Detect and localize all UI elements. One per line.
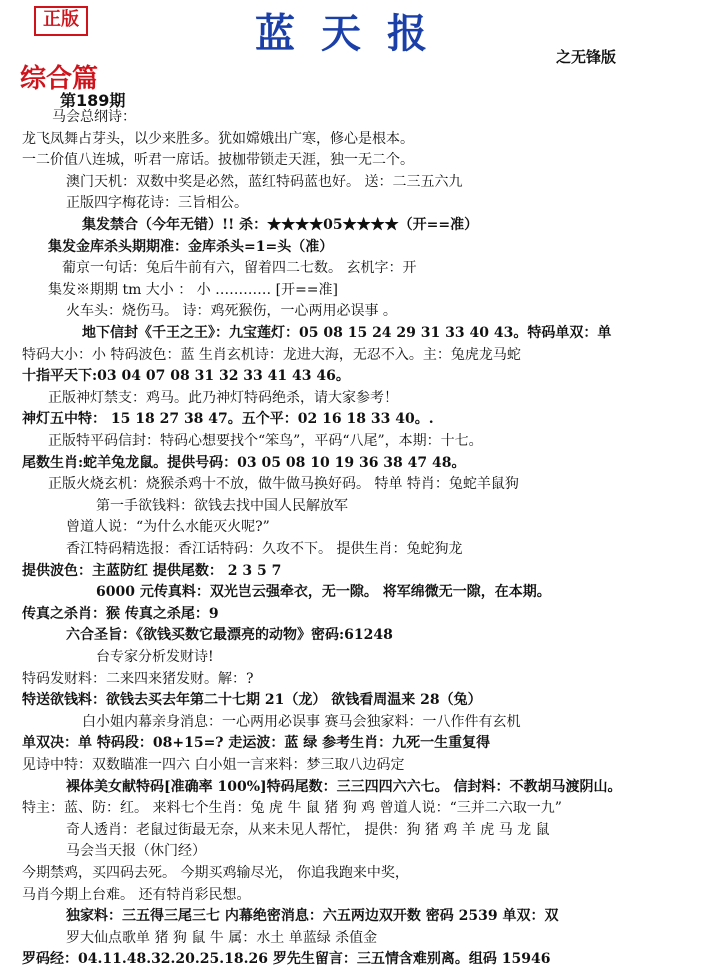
newspaper-title: 蓝天报 — [255, 10, 453, 57]
text-line: 集发※期期 tm 大小 ： 小 ………… [开==准] — [48, 281, 338, 298]
text-line: 马会总纲诗： — [52, 109, 136, 125]
text-line: 罗码经：04.11.48.32.20.25.18.26 罗先生留言：三五情含难别离。组码 15946 — [22, 951, 551, 968]
text-line: 神灯五中特： 15 18 27 38 47。五个平：02 16 18 33 40。. — [22, 411, 434, 428]
text-line: 龙飞凤舞占芽头，以少来胜多。犹如嫦娥出广寒，修心是根本。 — [22, 130, 414, 147]
genuine-stamp: 正版 — [34, 6, 88, 36]
text-line: 特主：蓝、防：红。 来料七个生肖：兔 虎 牛 鼠 猪 狗 鸡 曾道人说：“三并二六取一九” — [22, 800, 562, 817]
text-line: 集发金库杀头期期准：金库杀头=1=头（准） — [48, 238, 334, 255]
text-line: 白小姐内幕亲身消息：一心两用必误事 赛马会独家料：一八作件有玄机 — [82, 713, 521, 730]
text-line: 罗大仙点歌单 猪 狗 鼠 牛 属：水土 单蓝绿 杀值金 — [66, 929, 378, 946]
text-line: 曾道人说：“为什么水能灭火呢?” — [66, 519, 270, 536]
text-line: 正版特平码信封：特码心想要找个“笨鸟”，平码“八尾”，本期：十七。 — [48, 433, 483, 449]
text-line: 葡京一句话：兔后牛前有六，留着四二七数。 玄机字：开 — [62, 260, 417, 277]
text-line: 集发禁合（今年无错）!! 杀：★★★★05★★★★（开==准） — [82, 217, 479, 233]
text-line: 马会当天报（休门经） — [66, 843, 206, 860]
text-line: 传真之杀肖：猴 传真之杀尾：9 — [22, 605, 219, 622]
text-line: 火车头：烧伤马。 诗：鸡死猴伤，一心两用必误事 。 — [66, 303, 397, 320]
text-line: 地下信封《千王之王》：九宝莲灯：05 08 15 24 29 31 33 40 43。特码单双：单 — [82, 325, 612, 341]
text-line: 特送欲钱料：欲钱去买去年第二十七期 21（龙） 欲钱看周温来 28（兔） — [22, 692, 482, 709]
text-line: 正版神灯禁支：鸡马。此乃神灯特码绝杀，请大家参考！ — [48, 389, 398, 406]
text-line: 独家料：三五得三尾三七 内幕绝密消息：六五两边双开数 密码 2539 单双：双 — [66, 908, 559, 925]
text-line: 提供波色：主蓝防红 提供尾数： 2 3 5 7 — [22, 562, 282, 579]
text-line: 特码发财料：二来四来猪发财。解：? — [22, 670, 254, 687]
text-line: 正版四字梅花诗：三旨相公。 — [66, 195, 248, 212]
text-line: 正版火烧玄机：烧猴杀鸡十不放，做牛做马换好码。 特单 特肖：兔蛇羊鼠狗 — [48, 476, 519, 493]
text-line: 澳门天机：双数中奖是必然，蓝红特码蓝也好。 送：二三五六九 — [66, 173, 463, 190]
text-line: 奇人透肖：老鼠过街最无奈，从来未见人帮忙， 提供：狗 猪 鸡 羊 虎 马 龙 鼠 — [66, 821, 550, 838]
text-line: 一二价值八连城，听君一席话。披枷带锁走天涯，独一无二个。 — [22, 152, 414, 169]
text-line: 十指平天下:03 04 07 08 31 32 33 41 43 46。 — [22, 368, 350, 385]
text-line: 今期禁鸡，买四码去死。 今期买鸡输尽光， 你追我跑来中奖， — [22, 865, 409, 881]
text-line: 见诗中特：双数瞄准一四六 白小姐一言来料：梦三取八边码定 — [22, 757, 405, 773]
text-line: 6000 元传真料：双光岂云强牵衣，无一隙。 将军绵微无一隙，在本期。 — [96, 584, 551, 601]
text-line: 单双决：单 特码段：08+15=? 走运波：蓝 绿 参考生肖：九死一生重复得 — [22, 735, 491, 752]
text-line: 特码大小：小 特码波色：蓝 生肖玄机诗：龙进大海，无忍不入。主：兔虎龙马蛇 — [22, 346, 521, 363]
text-line: 裸体美女献特码[准确率 100%]特码尾数：三三四四六六七。 信封料：不教胡马渡阴山。 — [66, 778, 622, 795]
text-line: 第一手欲钱料：欲钱去找中国人民解放军 — [96, 497, 348, 514]
section-heading: 综合篇 — [20, 64, 99, 94]
text-line: 香江特码精选报：香江话特码：久攻不下。 提供生肖：兔蛇狗龙 — [66, 541, 463, 557]
text-line: 马肖今期上台难。 还有特肖彩民想。 — [22, 886, 251, 903]
text-line: 六合圣旨：《欲钱买数它最漂亮的动物》密码:61248 — [66, 627, 393, 644]
text-line: 尾数生肖:蛇羊兔龙鼠。提供号码：03 05 08 10 19 36 38 47 48。 — [22, 454, 466, 471]
edition-label: 之无锋版 — [555, 48, 616, 66]
text-line: 台专家分析发财诗! — [96, 649, 214, 665]
issue-number: 第189期 — [60, 91, 126, 110]
